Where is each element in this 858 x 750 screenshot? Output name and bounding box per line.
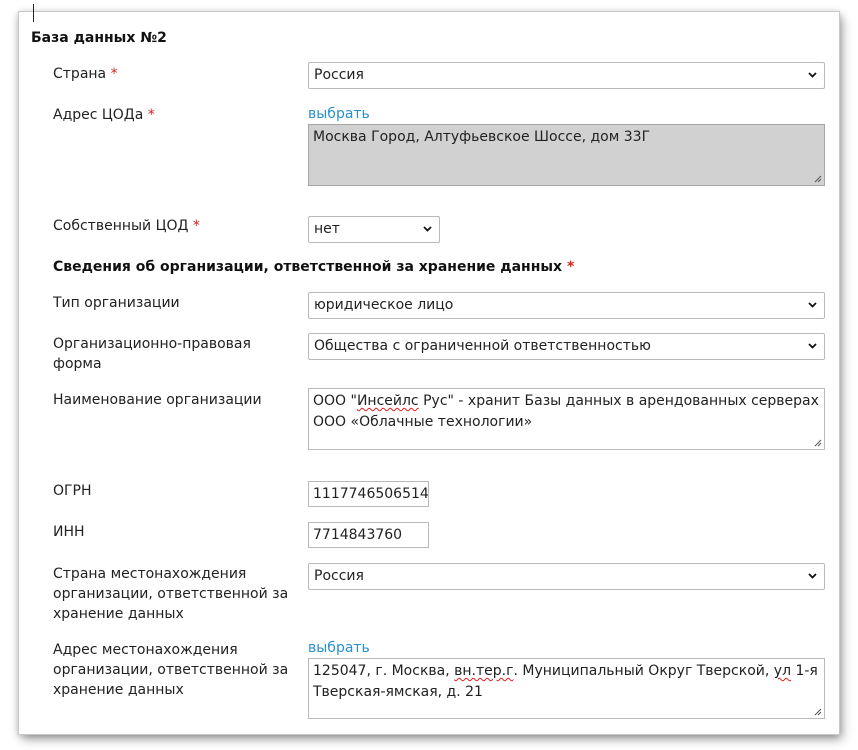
cod-address-value: Москва Город, Алтуфьевское Шоссе, дом 33Г xyxy=(313,129,651,145)
org-type-select-value: юридическое лицо xyxy=(314,297,454,313)
org-address-field[interactable] xyxy=(308,658,825,719)
org-address-text-part: 125047, г. Москва, xyxy=(313,663,455,679)
org-name-label: Наименование организации xyxy=(53,392,262,408)
own-cod-select-value: нет xyxy=(314,221,340,237)
spellcheck-flagged-word: Инсейлс xyxy=(356,393,419,409)
form-panel xyxy=(19,12,839,734)
cod-address-field xyxy=(308,124,825,186)
chevron-down-icon xyxy=(423,226,432,232)
section-title-storage-org xyxy=(53,259,574,275)
org-address-value-line1 xyxy=(313,661,820,682)
org-name-value-line2: ООО «Облачные технологии» xyxy=(313,414,533,430)
required-asterisk: * xyxy=(147,107,155,123)
own-cod-label-text: Собственный ЦОД xyxy=(53,218,189,234)
org-address-label xyxy=(53,640,288,700)
cod-address-label xyxy=(53,105,155,125)
org-name-text-part: Рус" - хранит Базы данных в арендованных серверах xyxy=(418,393,819,409)
spellcheck-flagged-word: вн.тер.г xyxy=(454,663,514,679)
resize-grip-icon[interactable] xyxy=(814,175,822,183)
legal-form-label-line2: форма xyxy=(53,356,102,372)
country-select[interactable] xyxy=(308,62,825,89)
ogrn-input[interactable]: 1117746506514 xyxy=(308,481,429,507)
org-country-select-value: Россия xyxy=(314,568,364,584)
cod-address-pick-link[interactable]: выбрать xyxy=(308,106,370,122)
org-country-label-line1: Страна местонахождения xyxy=(53,566,247,582)
org-name-text-part: ООО " xyxy=(313,393,357,409)
org-country-label-line2: организации, ответственной за xyxy=(53,586,289,602)
own-cod-label xyxy=(53,216,200,236)
org-country-label-line3: хранение данных xyxy=(53,606,184,622)
section-title-database-2: База данных №2 xyxy=(31,30,167,46)
legal-form-select[interactable] xyxy=(308,333,825,360)
inn-label: ИНН xyxy=(53,524,85,540)
legal-form-label-line1: Организационно-правовая xyxy=(53,336,251,352)
required-asterisk: * xyxy=(566,259,575,275)
org-country-label xyxy=(53,564,288,624)
org-address-label-line2: организации, ответственной за xyxy=(53,662,289,678)
required-asterisk: * xyxy=(110,66,118,82)
org-address-value-line2: Тверская-ямская, д. 21 xyxy=(313,684,483,700)
org-address-label-line3: хранение данных xyxy=(53,682,184,698)
org-address-label-line1: Адрес местонахождения xyxy=(53,642,238,658)
org-address-text-part: . Муниципальный Округ Тверской, xyxy=(513,663,774,679)
chevron-down-icon xyxy=(808,302,817,308)
inn-input[interactable]: 7714843760 xyxy=(308,522,429,548)
text-cursor-mark xyxy=(33,4,34,22)
cod-address-label-text: Адрес ЦОДа xyxy=(53,107,144,123)
spellcheck-flagged-word: ул xyxy=(773,663,792,679)
org-name-value-line1 xyxy=(313,391,820,412)
org-name-field[interactable] xyxy=(308,388,825,450)
chevron-down-icon xyxy=(808,72,817,78)
country-label xyxy=(53,64,118,84)
section-title-storage-org-text: Сведения об организации, ответственной за хранение данных xyxy=(53,259,563,275)
resize-grip-icon[interactable] xyxy=(814,439,822,447)
chevron-down-icon xyxy=(808,573,817,579)
ogrn-label: ОГРН xyxy=(53,483,92,499)
legal-form-select-value: Общества с ограниченной ответственностью xyxy=(314,338,651,354)
legal-form-label xyxy=(53,334,251,374)
org-type-select[interactable] xyxy=(308,292,825,319)
required-asterisk: * xyxy=(192,218,200,234)
country-select-value: Россия xyxy=(314,67,364,83)
country-label-text: Страна xyxy=(53,66,107,82)
org-address-text-part: 1-я xyxy=(791,663,818,679)
org-type-label: Тип организации xyxy=(53,295,180,311)
org-address-pick-link[interactable]: выбрать xyxy=(308,640,370,656)
chevron-down-icon xyxy=(808,343,817,349)
own-cod-select[interactable] xyxy=(308,216,440,243)
resize-grip-icon[interactable] xyxy=(814,708,822,716)
org-country-select[interactable] xyxy=(308,563,825,590)
